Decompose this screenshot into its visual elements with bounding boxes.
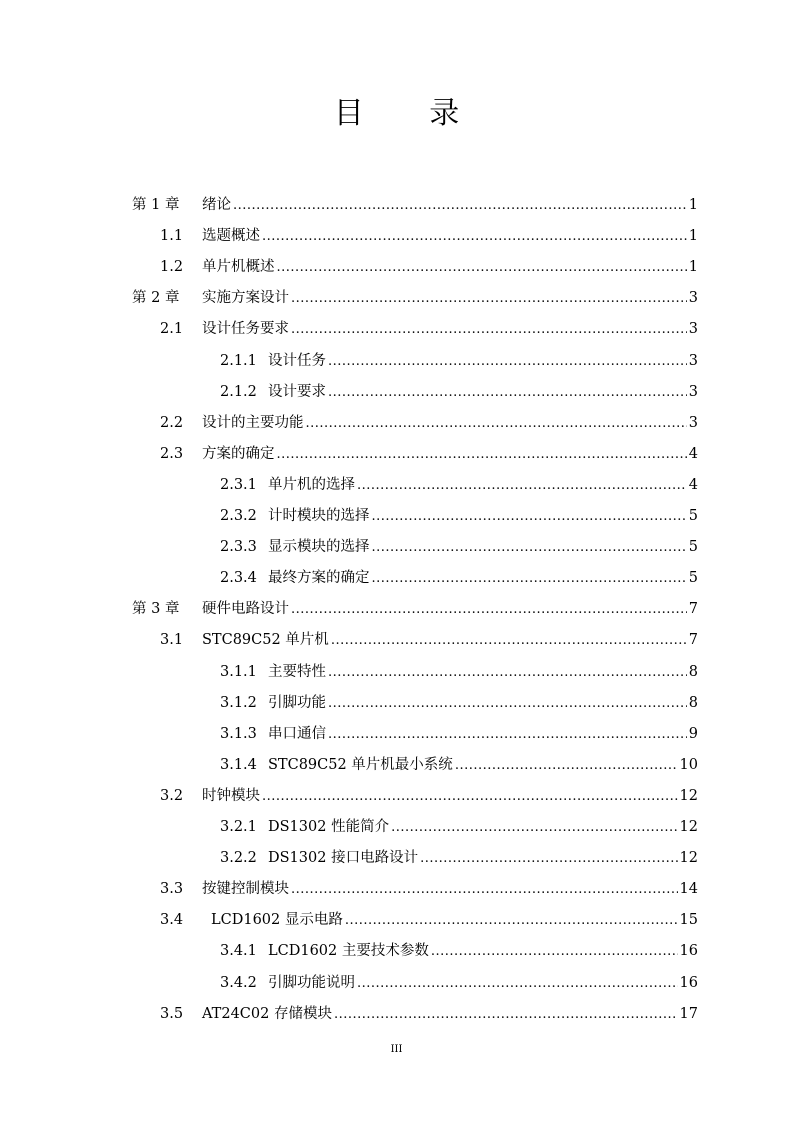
toc-dot-leader (420, 843, 677, 874)
toc-entry-title: 串口通信 (268, 725, 326, 742)
toc-entry-page: 5 (688, 570, 698, 587)
toc-entry[interactable] (160, 874, 698, 905)
toc-entry-title: 实施方案设计 (202, 290, 289, 307)
toc-entry-number: 3.4.2 (220, 974, 257, 991)
toc-entry[interactable] (220, 812, 698, 843)
toc-entry-number: 第 3 章 (132, 601, 180, 618)
toc-entry-title: 设计任务 (268, 352, 326, 369)
toc-entry-title: DS1302 接口电路设计 (268, 850, 419, 867)
toc-entry-page: 3 (688, 321, 698, 338)
toc-entry-number: 3.2.1 (220, 819, 257, 835)
toc-dot-leader (334, 999, 678, 1030)
toc-entry-title: 设计任务要求 (202, 321, 289, 338)
toc-entry-page: 17 (679, 1005, 698, 1022)
toc-entry-number: 2.1.1 (220, 352, 257, 369)
toc-entry-number: 2.1.2 (220, 383, 257, 400)
toc-entry[interactable] (220, 657, 698, 688)
toc-entry-title: 单片机概述 (202, 259, 275, 276)
toc-entry[interactable] (160, 439, 698, 470)
toc-entry-number: 2.3.3 (220, 539, 257, 556)
toc-dot-leader (331, 625, 687, 656)
toc-entry-number: 2.3.2 (220, 508, 257, 524)
toc-dot-leader (291, 283, 687, 314)
toc-entry-page: 12 (679, 787, 698, 804)
toc-entry-page: 10 (679, 756, 698, 773)
toc-entry-page: 5 (688, 539, 698, 556)
toc-entry-page: 5 (688, 508, 698, 524)
toc-entry-title: 单片机的选择 (268, 476, 355, 493)
toc-dot-leader (455, 750, 678, 781)
toc-entry[interactable] (220, 719, 698, 750)
toc-entry[interactable] (132, 594, 698, 625)
toc-entry-title: 最终方案的确定 (268, 570, 370, 587)
toc-entry[interactable] (220, 563, 698, 594)
toc-dot-leader (328, 657, 687, 688)
toc-entry-page: 1 (688, 228, 698, 245)
toc-dot-leader (431, 936, 678, 967)
toc-entry-number: 2.3.4 (220, 570, 257, 587)
toc-entry[interactable] (160, 314, 698, 345)
toc-entry[interactable] (220, 750, 698, 781)
toc-entry-number: 3.5 (160, 1005, 184, 1022)
toc-entry-title: 时钟模块 (202, 787, 260, 804)
page-title: 目 录 (333, 96, 488, 131)
toc-entry-page: 4 (688, 445, 698, 462)
toc-entry-title: LCD1602 主要技术参数 (268, 943, 429, 960)
toc-entry-page: 3 (688, 414, 698, 431)
toc-entry-number: 3.2 (160, 787, 184, 804)
toc-dot-leader (291, 594, 687, 625)
toc-entry[interactable] (160, 408, 698, 439)
toc-entry-number: 3.2.2 (220, 850, 257, 867)
toc-dot-leader (291, 874, 678, 905)
toc-entry-title: 设计的主要功能 (202, 414, 304, 431)
toc-entry-number: 3.4 (160, 912, 184, 929)
toc-entry-title: DS1302 性能简介 (268, 819, 390, 835)
toc-entry[interactable] (160, 999, 698, 1030)
toc-entry[interactable] (220, 843, 698, 874)
toc-entry-page: 12 (679, 819, 698, 835)
toc-entry-number: 3.1.3 (220, 725, 257, 742)
toc-entry-page: 9 (688, 725, 698, 742)
toc-entry[interactable] (160, 781, 698, 812)
toc-dot-leader (328, 346, 687, 377)
toc-dot-leader (372, 501, 687, 532)
toc-entry-number: 3.1.4 (220, 756, 257, 773)
toc-entry-page: 14 (679, 881, 698, 898)
toc-dot-leader (328, 719, 687, 750)
toc-entry-number: 1.1 (160, 228, 184, 245)
toc-entry-number: 3.1.1 (220, 663, 257, 680)
toc-entry-number: 3.4.1 (220, 943, 257, 960)
page-number: III (390, 1044, 403, 1055)
toc-entry-page: 16 (679, 974, 698, 991)
toc-entry-title: 按键控制模块 (202, 881, 289, 898)
toc-entry[interactable] (132, 190, 698, 221)
toc-dot-leader (277, 252, 687, 283)
toc-entry-number: 3.1.2 (220, 694, 257, 711)
toc-entry-title: 计时模块的选择 (268, 508, 370, 524)
toc-entry-number: 3.1 (160, 632, 184, 649)
toc-entry-page: 12 (679, 850, 698, 867)
toc-entry-number: 第 1 章 (132, 197, 180, 213)
toc-entry[interactable] (220, 346, 698, 377)
toc-entry-page: 7 (688, 601, 698, 618)
toc-entry-title: LCD1602 显示电路 (211, 912, 343, 929)
toc-entry[interactable] (220, 936, 698, 967)
toc-entry[interactable] (220, 377, 698, 408)
toc-dot-leader (291, 314, 687, 345)
toc-entry-title: 设计要求 (268, 383, 326, 400)
toc-entry-number: 2.1 (160, 321, 184, 338)
toc-entry-page: 7 (688, 632, 698, 649)
toc-dot-leader (357, 470, 687, 501)
toc-entry-title: 引脚功能说明 (268, 974, 355, 991)
toc-entry-title: 引脚功能 (268, 694, 326, 711)
toc-entry-number: 2.3.1 (220, 476, 257, 493)
toc-entry[interactable] (160, 252, 698, 283)
toc-entry-title: 主要特性 (268, 663, 326, 680)
toc-dot-leader (262, 781, 678, 812)
toc-entry[interactable] (220, 501, 698, 532)
toc-entry-page: 3 (688, 352, 698, 369)
toc-entry-number: 1.2 (160, 259, 184, 276)
toc-entry-number: 3.3 (160, 881, 184, 898)
toc-entry-page: 15 (679, 912, 698, 929)
toc-entry-page: 16 (679, 943, 698, 960)
toc-entry[interactable] (220, 532, 698, 563)
toc-entry-title: 绪论 (202, 197, 231, 213)
toc-dot-leader (328, 688, 687, 719)
toc-entry[interactable] (160, 221, 698, 252)
toc-entry-number: 2.3 (160, 445, 184, 462)
toc-entry-number: 第 2 章 (132, 290, 180, 307)
toc-entry[interactable] (132, 283, 698, 314)
toc-entry-page: 3 (688, 290, 698, 307)
toc-dot-leader (306, 408, 687, 439)
toc-dot-leader (391, 812, 677, 843)
toc-entry-number: 2.2 (160, 414, 184, 431)
toc-dot-leader (233, 190, 687, 221)
toc-dot-leader (262, 221, 687, 252)
toc-entry-page: 8 (688, 663, 698, 680)
toc-entry-title: STC89C52 单片机最小系统 (268, 756, 453, 773)
toc-entry-page: 8 (688, 694, 698, 711)
toc-entry-title: 方案的确定 (202, 445, 275, 462)
toc-dot-leader (372, 532, 687, 563)
toc-entry-page: 1 (688, 197, 698, 213)
toc-entry-title: 选题概述 (202, 228, 260, 245)
toc-entry[interactable] (220, 470, 698, 501)
toc-dot-leader (328, 377, 687, 408)
toc-entry[interactable] (160, 625, 698, 656)
toc-entry-title: 显示模块的选择 (268, 539, 370, 556)
toc-dot-leader (357, 968, 678, 999)
toc-dot-leader (277, 439, 687, 470)
toc-entry[interactable] (160, 905, 698, 936)
toc-entry-title: 硬件电路设计 (202, 601, 289, 618)
toc-entry-title: AT24C02 存储模块 (202, 1005, 332, 1022)
toc-entry-page: 4 (688, 476, 698, 493)
toc-entry[interactable] (220, 688, 698, 719)
toc-dot-leader (345, 905, 678, 936)
toc-entry-title: STC89C52 单片机 (202, 632, 329, 649)
toc-entry-page: 3 (688, 383, 698, 400)
toc-entry-page: 1 (688, 259, 698, 276)
toc-entry[interactable] (220, 968, 698, 999)
toc-dot-leader (372, 563, 687, 594)
